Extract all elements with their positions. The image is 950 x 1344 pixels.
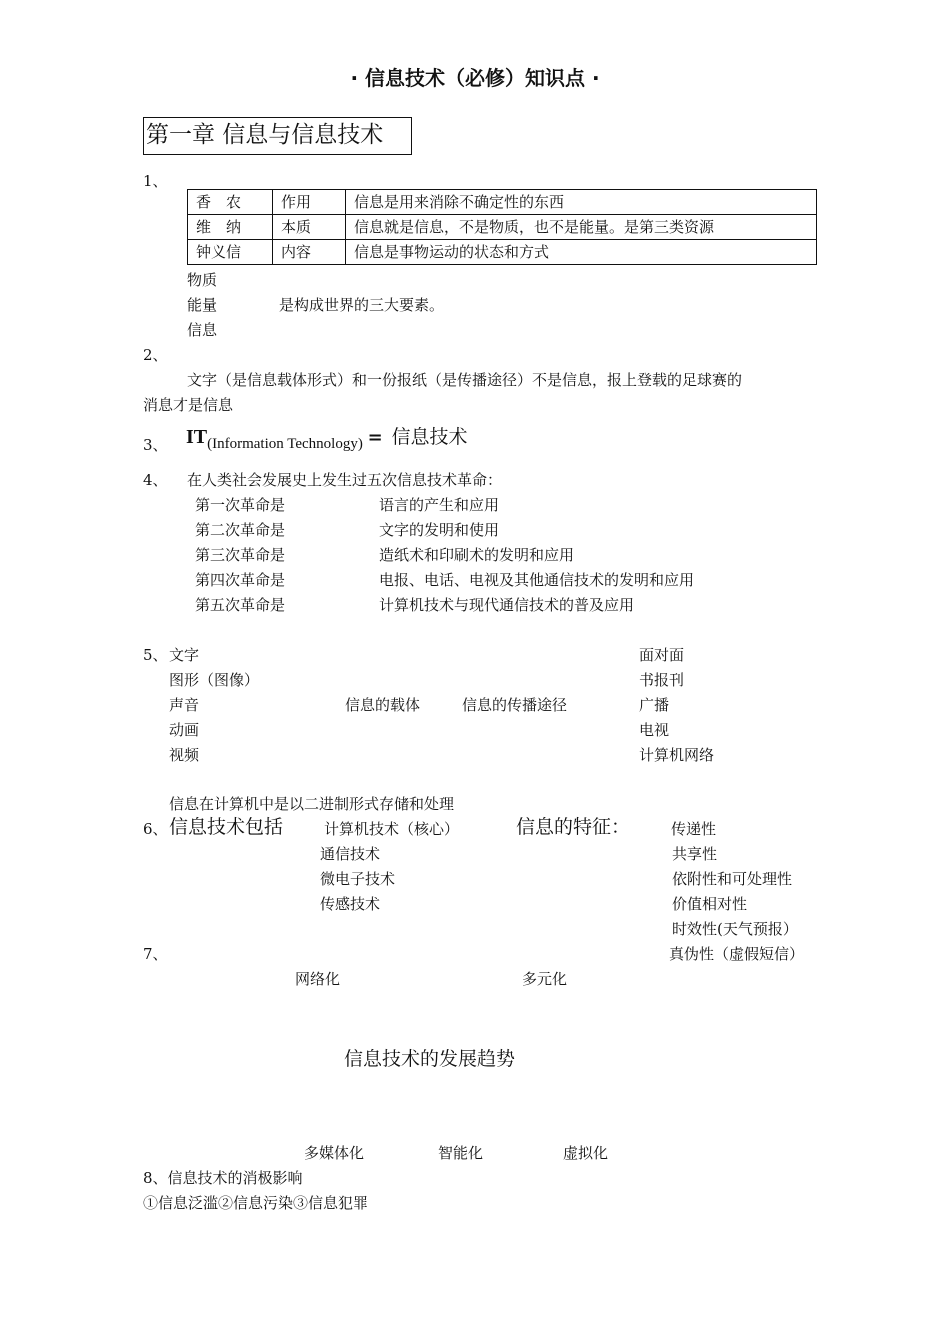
negative-impacts-title: 8、信息技术的消极影响 xyxy=(143,1169,303,1187)
table-cell: 香 农 xyxy=(188,190,273,215)
it-full-name: (Information Technology) xyxy=(207,436,363,452)
revolution-desc: 文字的发明和使用 xyxy=(379,521,500,539)
route-item: 书报刊 xyxy=(639,671,685,689)
table-cell: 钟义信 xyxy=(188,240,273,265)
it-equals: = xyxy=(367,427,383,448)
section-3-number: 3、 xyxy=(143,436,168,454)
tech-item: 计算机技术（核心） xyxy=(324,820,460,838)
negative-impacts-list: ①信息泛滥②信息污染③信息犯罪 xyxy=(143,1194,369,1212)
table-row xyxy=(188,215,817,240)
feature-item: 价值相对性 xyxy=(672,895,748,913)
trend-item: 虚拟化 xyxy=(563,1144,609,1162)
section-2-text: 文字（是信息载体形式）和一份报纸（是传播途径）不是信息，报上登载的足球赛的 xyxy=(187,371,743,389)
feature-item: 真伪性（虚假短信） xyxy=(669,945,805,963)
table-row xyxy=(188,240,817,265)
revolution-desc: 计算机技术与现代通信技术的普及应用 xyxy=(379,596,635,614)
feature-item: 时效性(天气预报） xyxy=(672,920,798,938)
route-label: 信息的传播途径 xyxy=(462,696,568,714)
revolution-desc: 语言的产生和应用 xyxy=(379,496,500,514)
revolution-label: 第五次革命是 xyxy=(195,596,286,614)
features-label: 信息的特征： xyxy=(516,816,631,838)
route-item: 计算机网络 xyxy=(639,746,715,764)
trend-item: 多元化 xyxy=(522,970,568,988)
carrier-item: 文字 xyxy=(169,646,200,664)
carrier-item: 声音 xyxy=(169,696,200,714)
revolution-intro: 在人类社会发展史上发生过五次信息技术革命： xyxy=(187,471,503,489)
table-cell: 作用 xyxy=(273,190,346,215)
chapter-heading: 第一章 信息与信息技术 xyxy=(143,117,412,155)
table-cell: 本质 xyxy=(273,215,346,240)
table-cell: 内容 xyxy=(273,240,346,265)
section-2-text-cont: 消息才是信息 xyxy=(143,396,234,414)
it-chinese: 信息技术 xyxy=(391,426,468,448)
revolution-desc: 造纸术和印刷术的发明和应用 xyxy=(379,546,575,564)
tech-item: 传感技术 xyxy=(320,895,381,913)
tech-includes-label: 信息技术包括 xyxy=(169,816,284,838)
trend-item: 智能化 xyxy=(438,1144,484,1162)
table-cell: 信息就是信息，不是物质，也不是能量。是第三类资源 xyxy=(346,215,817,240)
feature-item: 共享性 xyxy=(672,845,718,863)
element-item: 物质 xyxy=(187,271,218,289)
feature-item: 传递性 xyxy=(671,820,717,838)
section-2-number: 2、 xyxy=(143,346,168,364)
element-item: 信息 xyxy=(187,321,218,339)
carrier-item: 动画 xyxy=(169,721,200,739)
route-item: 电视 xyxy=(639,721,670,739)
feature-item: 依附性和可处理性 xyxy=(672,870,793,888)
carrier-item: 视频 xyxy=(169,746,200,764)
it-abbrev: IT xyxy=(186,426,208,448)
trend-item: 多媒体化 xyxy=(304,1144,365,1162)
binary-note: 信息在计算机中是以二进制形式存储和处理 xyxy=(169,795,455,813)
revolution-label: 第二次革命是 xyxy=(195,521,286,539)
page-title: · 信息技术（必修）知识点 · xyxy=(350,66,600,90)
table-cell: 维 纳 xyxy=(188,215,273,240)
route-item: 面对面 xyxy=(639,646,685,664)
carrier-item: 图形（图像） xyxy=(169,671,260,689)
revolution-label: 第四次革命是 xyxy=(195,571,286,589)
section-5-number: 5、 xyxy=(143,646,168,664)
element-item: 能量 xyxy=(187,296,218,314)
carrier-label: 信息的载体 xyxy=(345,696,421,714)
revolution-label: 第三次革命是 xyxy=(195,546,286,564)
table-row xyxy=(188,190,817,215)
section-1-number: 1、 xyxy=(143,172,168,190)
elements-note: 是构成世界的三大要素。 xyxy=(279,296,445,314)
section-7-number: 7、 xyxy=(143,945,168,963)
trend-title: 信息技术的发展趋势 xyxy=(344,1048,516,1070)
table-cell: 信息是用来消除不确定性的东西 xyxy=(346,190,817,215)
tech-item: 通信技术 xyxy=(320,845,381,863)
revolution-desc: 电报、电话、电视及其他通信技术的发明和应用 xyxy=(379,571,695,589)
it-definition xyxy=(186,425,468,452)
section-4-number: 4、 xyxy=(143,471,168,489)
tech-item: 微电子技术 xyxy=(320,870,396,888)
definition-table xyxy=(187,189,817,265)
table-cell: 信息是事物运动的状态和方式 xyxy=(346,240,817,265)
route-item: 广播 xyxy=(639,696,670,714)
trend-item: 网络化 xyxy=(295,970,341,988)
revolution-label: 第一次革命是 xyxy=(195,496,286,514)
section-6-number: 6、 xyxy=(143,820,168,838)
